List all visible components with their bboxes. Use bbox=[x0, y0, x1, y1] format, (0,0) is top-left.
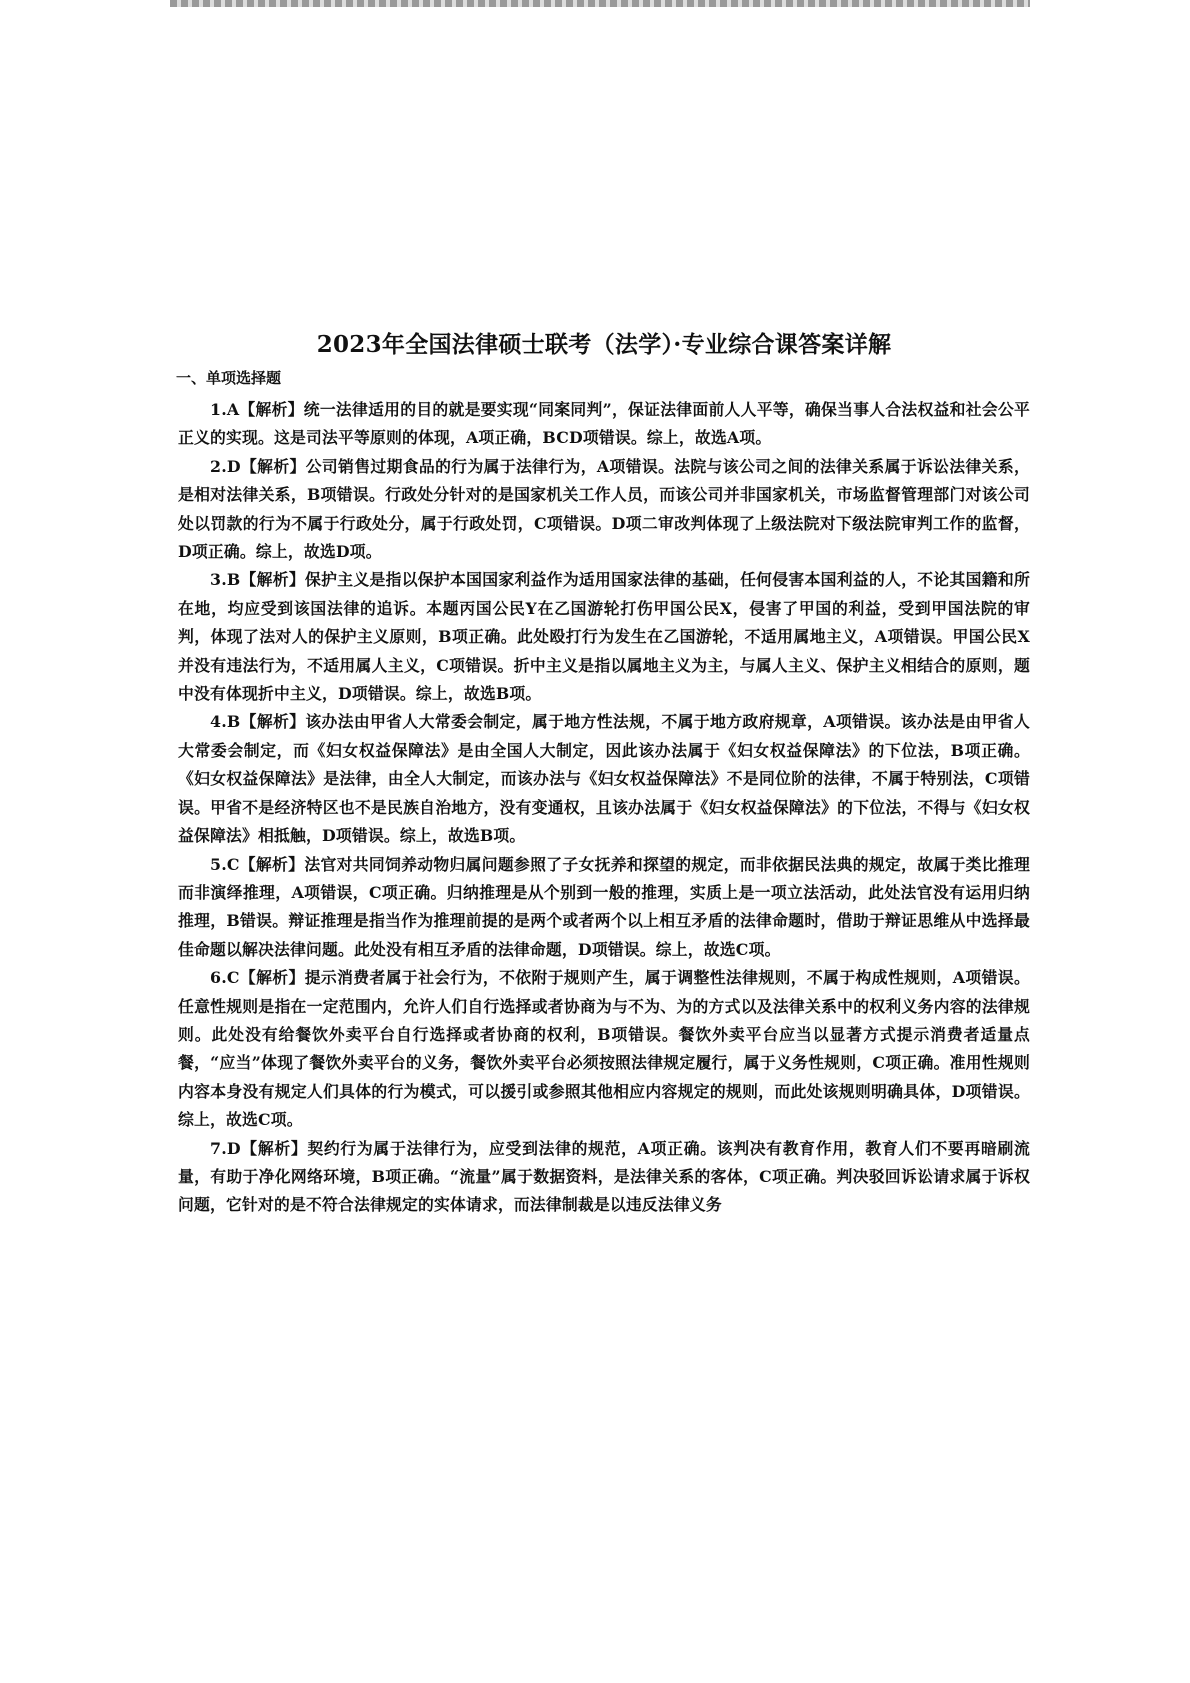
answer-label: 7.D【解析】 bbox=[210, 1138, 308, 1158]
answer-item-5 bbox=[178, 851, 1030, 965]
answer-text: 提示消费者属于社会行为，不依附于规则产生，属于调整性法律规则，不属于构成性规则，A项错误。任意性规则是指在一定范围内，允许人们自行选择或者协商为与不为、为的方式以及法律关系中的权利义务内容的法律规则。此处没有给餐饮外卖平台自行选择或者协商的权利，B项错误。餐饮外卖平台应当以显著方式提示消费者适量点餐，“应当”体现了餐饮外卖平台的义务，餐饮外卖平台必须按照法律规定履行，属于义务性规则，C项正确。准用性规则内容本身没有规定人们具体的行为模式，可以援引或参照其他相应内容规定的规则，而此处该规则明确具体，D项错误。综上，故选C项。 bbox=[178, 968, 1031, 1130]
answer-item-2 bbox=[178, 453, 1030, 567]
answer-label: 3.B【解析】 bbox=[210, 570, 306, 590]
top-edge-bleed-through bbox=[170, 0, 1030, 7]
answer-item-1 bbox=[178, 396, 1030, 453]
answer-text: 保护主义是指以保护本国国家利益作为适用国家法律的基础，任何侵害本国利益的人，不论其国籍和所在地，均应受到该国法律的追诉。本题丙国公民Y在乙国游轮打伤甲国公民X，侵害了甲国的利益，受到甲国法院的审判，体现了法对人的保护主义原则，B项正确。此处殴打行为发生在乙国游轮，不适用属地主义，A项错误。甲国公民X并没有违法行为，不适用属人主义，C项错误。折中主义是指以属地主义为主，与属人主义、保护主义相结合的原则，题中没有体现折中主义，D项错误。综上，故选B项。 bbox=[178, 570, 1030, 704]
answer-text: 契约行为属于法律行为，应受到法律的规范，A项正确。该判决有教育作用，教育人们不要再暗刷流量，有助于净化网络环境，B项正确。“流量”属于数据资料，是法律关系的客体，C项正确。判决驳回诉讼请求属于诉权问题，它针对的是不符合法律规定的实体请求，而法律制裁是以违反法律义务 bbox=[178, 1138, 1030, 1215]
answer-text: 法官对共同饲养动物归属问题参照了子女抚养和探望的规定，而非依据民法典的规定，故属于类比推理而非演绎推理，A项错误，C项正确。归纳推理是从个别到一般的推理，实质上是一项立法活动，此处法官没有运用归纳推理，B错误。辩证推理是指当作为推理前提的是两个或者两个以上相互矛盾的法律命题时，借助于辩证思维从中选择最佳命题以解决法律问题。此处没有相互矛盾的法律命题，D项错误。综上，故选C项。 bbox=[178, 854, 1030, 959]
answer-label: 1.A【解析】 bbox=[210, 400, 304, 419]
answer-item-4 bbox=[178, 708, 1030, 850]
answer-text: 该办法由甲省人大常委会制定，属于地方性法规，不属于地方政府规章，A项错误。该办法是由甲省人大常委会制定，而《妇女权益保障法》是由全国人大制定，因此该办法属于《妇女权益保障法》的下位法，B项正确。《妇女权益保障法》是法律，由全人大制定，而该办法与《妇女权益保障法》不是同位阶的法律，不属于特别法，C项错误。甲省不是经济特区也不是民族自治地方，没有变通权，且该办法属于《妇女权益保障法》的下位法，不得与《妇女权益保障法》相抵触，D项错误。综上，故选B项。 bbox=[178, 712, 1030, 846]
answer-item-3 bbox=[178, 566, 1030, 708]
answer-document bbox=[178, 328, 1030, 1220]
answer-text: 公司销售过期食品的行为属于法律行为，A项错误。法院与该公司之间的法律关系属于诉讼法律关系，是相对法律关系，B项错误。行政处分针对的是国家机关工作人员，而该公司并非国家机关，市场监督管理部门对该公司处以罚款的行为不属于行政处分，属于行政处罚，C项错误。D项二审改判体现了上级法院对下级法院审判工作的监督，D项正确。综上，故选D项。 bbox=[178, 456, 1030, 562]
answer-item-7 bbox=[178, 1135, 1030, 1220]
document-title: 2023年全国法律硕士联考（法学）·专业综合课答案详解 bbox=[316, 331, 892, 358]
answer-label: 4.B【解析】 bbox=[210, 712, 306, 732]
answer-label: 6.C【解析】 bbox=[210, 968, 305, 988]
answer-item-6 bbox=[178, 964, 1030, 1134]
section-heading: 一、单项选择题 bbox=[176, 369, 282, 387]
answer-label: 2.D【解析】 bbox=[210, 456, 306, 476]
answer-label: 5.C【解析】 bbox=[210, 854, 305, 874]
answer-text: 统一法律适用的目的就是要实现“同案同判”，保证法律面前人人平等，确保当事人合法权益和社会公平正义的实现。这是司法平等原则的体现，A项正确，BCD项错误。综上，故选A项。 bbox=[178, 400, 1030, 448]
